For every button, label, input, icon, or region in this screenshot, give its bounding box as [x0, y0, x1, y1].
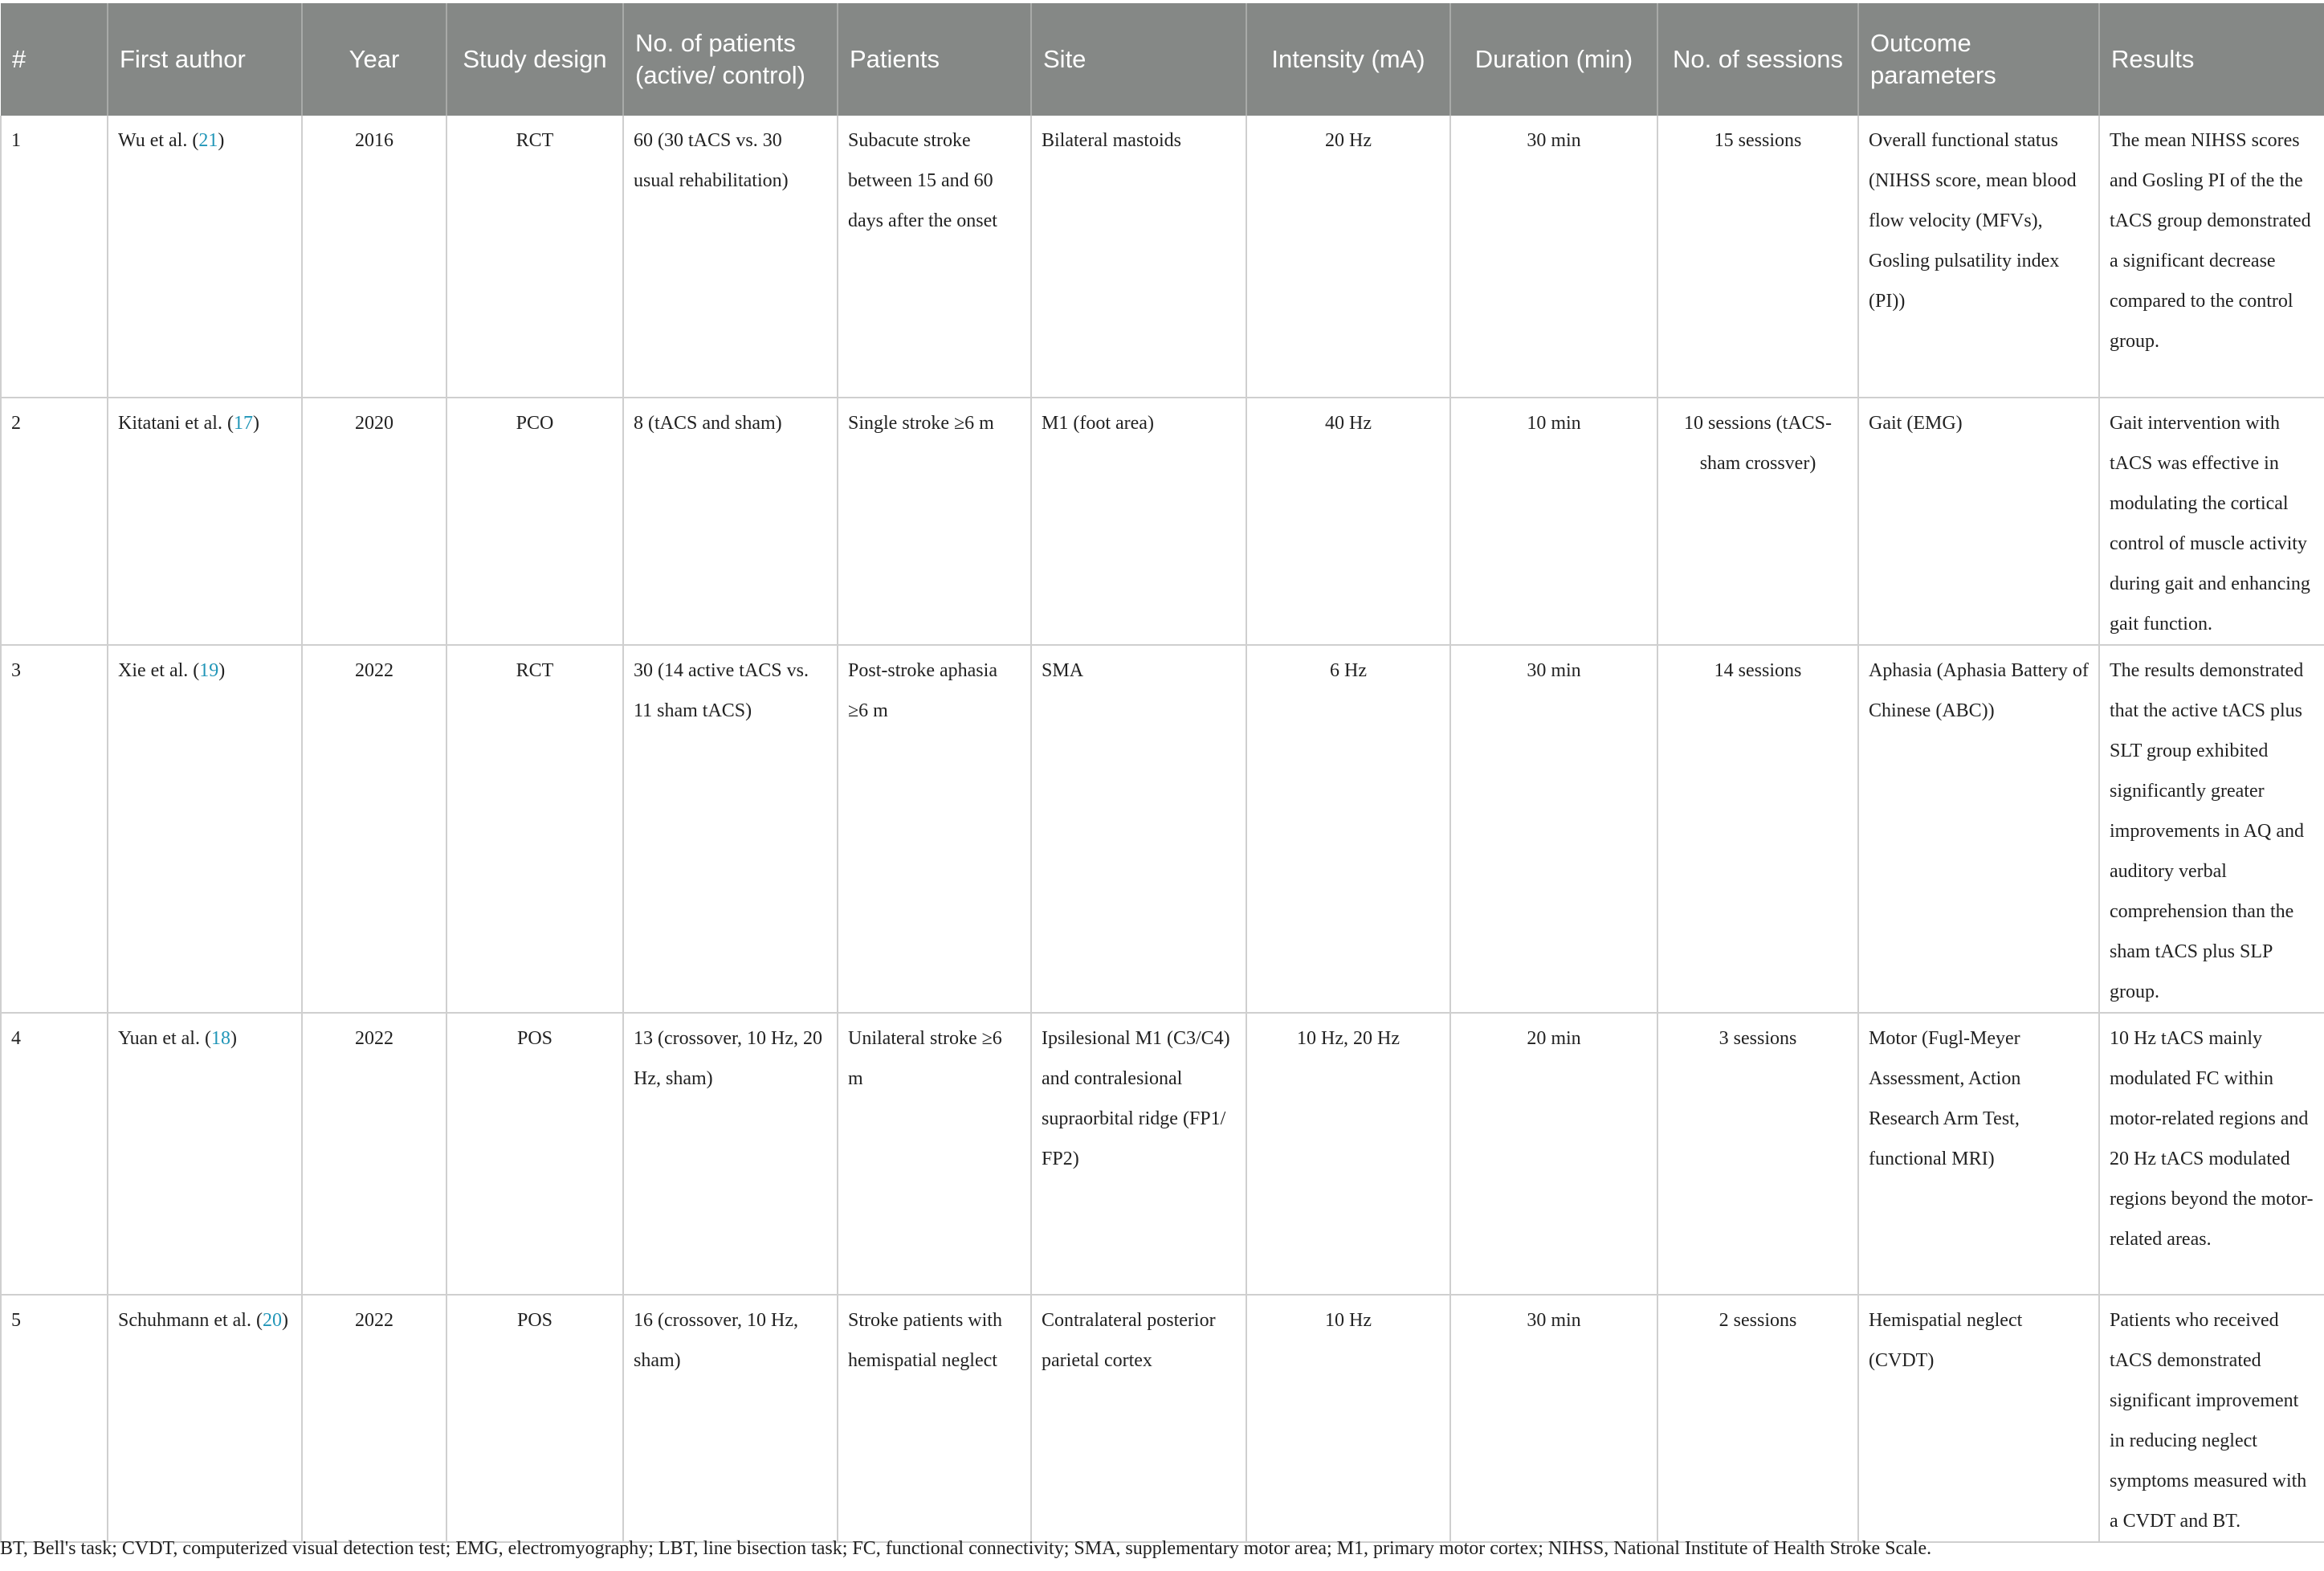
cell-intensity: 40 Hz	[1246, 398, 1450, 645]
reference-link[interactable]: 19	[199, 660, 219, 681]
cell-intensity: 10 Hz	[1246, 1295, 1450, 1542]
cell-num: 5	[1, 1295, 108, 1542]
cell-outcome: Overall functional status (NIHSS score, mean blood flow velocity (MFVs), Gosling pulsatility index (PI))	[1858, 116, 2099, 398]
col-header-author: First author	[108, 3, 302, 116]
cell-sessions: 15 sessions	[1657, 116, 1858, 398]
cell-design: POS	[446, 1013, 623, 1295]
cell-author: Schuhmann et al. (20)	[108, 1295, 302, 1542]
table-row	[1, 1295, 2324, 1542]
col-header-design: Study design	[446, 3, 623, 116]
col-header-intensity: Intensity (mA)	[1246, 3, 1450, 116]
cell-patients-no: 30 (14 active tACS vs. 11 sham tACS)	[623, 645, 838, 1013]
cell-intensity: 10 Hz, 20 Hz	[1246, 1013, 1450, 1295]
cell-intensity: 20 Hz	[1246, 116, 1450, 398]
table-row	[1, 116, 2324, 398]
col-header-year: Year	[302, 3, 446, 116]
cell-duration: 20 min	[1450, 1013, 1657, 1295]
table-row	[1, 1013, 2324, 1295]
reference-link[interactable]: 20	[262, 1310, 282, 1331]
cell-outcome: Aphasia (Aphasia Battery of Chinese (ABC))	[1858, 645, 2099, 1013]
cell-design: RCT	[446, 116, 623, 398]
cell-design: PCO	[446, 398, 623, 645]
table-row	[1, 645, 2324, 1013]
reference-link[interactable]: 21	[198, 130, 218, 151]
table-row	[1, 398, 2324, 645]
col-header-num: #	[1, 3, 108, 116]
cell-year: 2020	[302, 398, 446, 645]
cell-year: 2022	[302, 1295, 446, 1542]
cell-sessions: 3 sessions	[1657, 1013, 1858, 1295]
cell-sessions: 2 sessions	[1657, 1295, 1858, 1542]
cell-year: 2022	[302, 1013, 446, 1295]
cell-site: M1 (foot area)	[1031, 398, 1246, 645]
cell-site: Ipsilesional M1 (C3/C4) and contralesional supraorbital ridge (FP1/ FP2)	[1031, 1013, 1246, 1295]
cell-sessions: 10 sessions (tACS-sham crossver)	[1657, 398, 1858, 645]
cell-duration: 30 min	[1450, 645, 1657, 1013]
col-header-sessions: No. of sessions	[1657, 3, 1858, 116]
col-header-outcome: Outcome parameters	[1858, 3, 2099, 116]
col-header-duration: Duration (min)	[1450, 3, 1657, 116]
cell-site: SMA	[1031, 645, 1246, 1013]
cell-patients-no: 8 (tACS and sham)	[623, 398, 838, 645]
cell-num: 3	[1, 645, 108, 1013]
cell-results: The results demonstrated that the active tACS plus SLT group exhibited significantly greater improvements in AQ and auditory verbal comprehension than the sham tACS plus SLP group.	[2099, 645, 2324, 1013]
col-header-patients-no: No. of patients (active/ control)	[623, 3, 838, 116]
cell-author: Kitatani et al. (17)	[108, 398, 302, 645]
reference-link[interactable]: 18	[210, 1028, 230, 1049]
cell-author: Yuan et al. (18)	[108, 1013, 302, 1295]
cell-author: Wu et al. (21)	[108, 116, 302, 398]
cell-patients-no: 60 (30 tACS vs. 30 usual rehabilitation)	[623, 116, 838, 398]
cell-patients-no: 16 (crossover, 10 Hz, sham)	[623, 1295, 838, 1542]
cell-results: Gait intervention with tACS was effective in modulating the cortical control of muscle activity during gait and enhancing gait function.	[2099, 398, 2324, 645]
col-header-site: Site	[1031, 3, 1246, 116]
cell-author: Xie et al. (19)	[108, 645, 302, 1013]
cell-year: 2022	[302, 645, 446, 1013]
cell-patients-no: 13 (crossover, 10 Hz, 20 Hz, sham)	[623, 1013, 838, 1295]
cell-year: 2016	[302, 116, 446, 398]
table-footnote: BT, Bell's task; CVDT, computerized visual detection test; EMG, electromyography; LBT, line bisection task; FC, functional connectivity; SMA, supplementary motor area; M1, primary motor cortex; NIHSS, National Institute of Health Stroke Scale.	[0, 1538, 1932, 1559]
cell-patients: Stroke patients with hemispatial neglect	[838, 1295, 1031, 1542]
cell-design: POS	[446, 1295, 623, 1542]
cell-site: Contralateral posterior parietal cortex	[1031, 1295, 1246, 1542]
studies-table	[0, 3, 2324, 1543]
cell-duration: 10 min	[1450, 398, 1657, 645]
cell-patients: Single stroke ≥6 m	[838, 398, 1031, 645]
col-header-results: Results	[2099, 3, 2324, 116]
cell-outcome: Motor (Fugl-Meyer Assessment, Action Research Arm Test, functional MRI)	[1858, 1013, 2099, 1295]
col-header-patients: Patients	[838, 3, 1031, 116]
cell-results: 10 Hz tACS mainly modulated FC within motor-related regions and 20 Hz tACS modulated regions beyond the motor-related areas.	[2099, 1013, 2324, 1295]
cell-num: 2	[1, 398, 108, 645]
header-row	[1, 3, 2324, 116]
cell-results: Patients who received tACS demonstrated significant improvement in reducing neglect symptoms measured with a CVDT and BT.	[2099, 1295, 2324, 1542]
cell-patients: Post-stroke aphasia ≥6 m	[838, 645, 1031, 1013]
cell-design: RCT	[446, 645, 623, 1013]
cell-results: The mean NIHSS scores and Gosling PI of the the tACS group demonstrated a significant decrease compared to the control group.	[2099, 116, 2324, 398]
cell-outcome: Gait (EMG)	[1858, 398, 2099, 645]
cell-patients: Unilateral stroke ≥6 m	[838, 1013, 1031, 1295]
cell-outcome: Hemispatial neglect (CVDT)	[1858, 1295, 2099, 1542]
cell-intensity: 6 Hz	[1246, 645, 1450, 1013]
cell-num: 1	[1, 116, 108, 398]
cell-duration: 30 min	[1450, 116, 1657, 398]
cell-num: 4	[1, 1013, 108, 1295]
cell-patients: Subacute stroke between 15 and 60 days after the onset	[838, 116, 1031, 398]
cell-duration: 30 min	[1450, 1295, 1657, 1542]
cell-sessions: 14 sessions	[1657, 645, 1858, 1013]
cell-site: Bilateral mastoids	[1031, 116, 1246, 398]
reference-link[interactable]: 17	[233, 413, 253, 434]
